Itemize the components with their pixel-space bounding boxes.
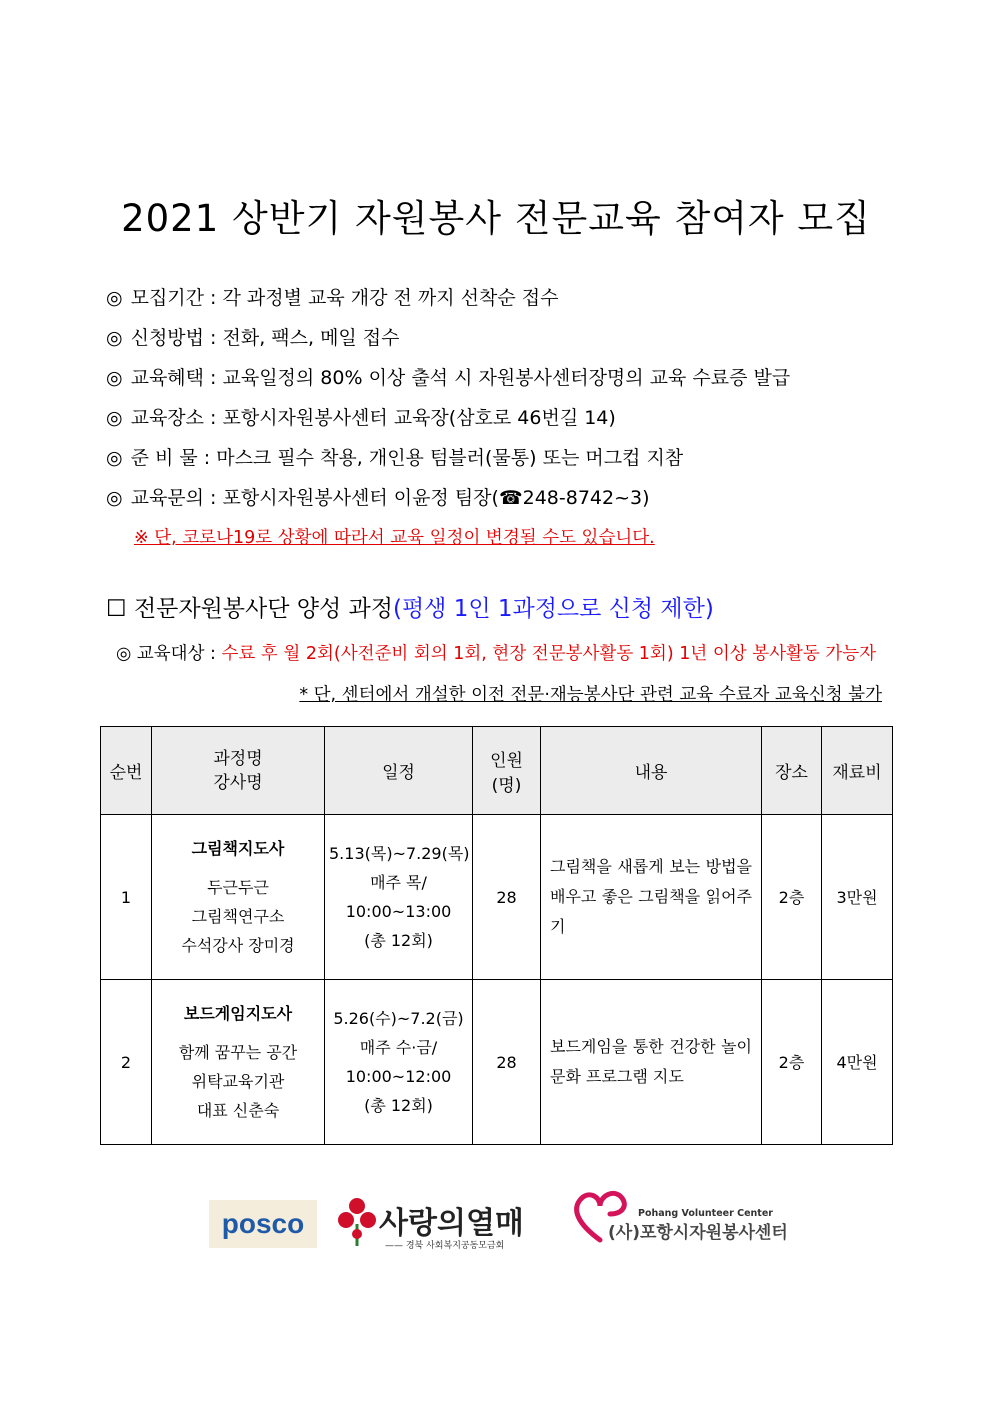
sponsor-logos xyxy=(0,1188,992,1258)
target-label: 교육대상 : xyxy=(136,644,216,664)
cell-course xyxy=(152,815,325,980)
info-line-contact xyxy=(106,483,650,510)
info-mark: ◎ xyxy=(106,487,123,509)
schedule-line: (총 12회) xyxy=(364,931,433,950)
info-mark: ◎ xyxy=(106,327,123,349)
info-mark: ◎ xyxy=(106,447,123,469)
cell-content: 그림책을 새롭게 보는 방법을 배우고 좋은 그림책을 읽어주기 xyxy=(541,815,762,980)
pvc-english-name: Pohang Volunteer Center xyxy=(638,1208,773,1219)
instructor-line: 수석강사 장미경 xyxy=(181,936,295,955)
instructor-line: 함께 꿈꾸는 공간 xyxy=(178,1043,298,1062)
love-fruit-logo xyxy=(337,1194,537,1254)
course-table xyxy=(100,726,893,1145)
cell-course xyxy=(152,980,325,1145)
cell-no: 1 xyxy=(101,815,152,980)
info-mark: ◎ xyxy=(106,367,123,389)
header-content: 내용 xyxy=(541,727,762,815)
table-header-row xyxy=(101,727,893,815)
cell-place: 2층 xyxy=(762,980,822,1145)
cell-content: 보드게임을 통한 건강한 놀이문화 프로그램 지도 xyxy=(541,980,762,1145)
red-berries-icon xyxy=(337,1194,377,1254)
target-text: 수료 후 월 2회(사전준비 회의 1회, 현장 전문봉사활동 1회) 1년 이상 봉사활동 가능자 xyxy=(221,644,877,664)
target-mark: ◎ xyxy=(116,644,132,664)
header-course: 과정명 강사명 xyxy=(152,727,325,815)
love-fruit-title: 사랑의열매 xyxy=(379,1206,524,1241)
info-line-benefit xyxy=(106,363,790,390)
info-text: 신청방법 : 전화, 팩스, 메일 접수 xyxy=(130,327,400,349)
schedule-line: (총 12회) xyxy=(364,1096,433,1115)
schedule-line: 매주 목/ xyxy=(370,873,427,892)
posco-wordmark: posco xyxy=(221,1208,305,1239)
header-fee: 재료비 xyxy=(822,727,893,815)
instructor-line: 그림책연구소 xyxy=(191,907,285,926)
schedule-line: 10:00~12:00 xyxy=(345,1067,452,1086)
cell-schedule xyxy=(325,815,473,980)
schedule-line: 10:00~13:00 xyxy=(345,902,452,921)
cell-fee: 4만원 xyxy=(822,980,893,1145)
schedule-line: 5.26(수)~7.2(금) xyxy=(333,1009,464,1028)
section-limit: (평생 1인 1과정으로 신청 제한) xyxy=(392,596,714,622)
info-mark: ◎ xyxy=(106,287,123,309)
section-heading xyxy=(106,590,714,623)
table-row xyxy=(101,980,893,1145)
love-fruit-subtitle: —— 경북 사회복지공동모금회 xyxy=(385,1241,505,1251)
cell-people: 28 xyxy=(473,980,541,1145)
covid-warning: ※ 단, 코로나19로 상황에 따라서 교육 일정이 변경될 수도 있습니다. xyxy=(134,528,655,548)
info-mark: ◎ xyxy=(106,407,123,429)
info-text: 준 비 물 : 마스크 필수 착용, 개인용 텀블러(물통) 또는 머그컵 지참 xyxy=(130,447,684,469)
checkbox-icon: ☐ xyxy=(106,596,127,622)
restriction-note: * 단, 센터에서 개설한 이전 전문·재능봉사단 관련 교육 수료자 교육신청 불가 xyxy=(299,685,882,705)
section-title: 전문자원봉사단 양성 과정 xyxy=(133,596,393,622)
course-name: 그림책지도사 xyxy=(191,839,285,858)
instructor-line: 위탁교육기관 xyxy=(191,1072,285,1091)
table-row xyxy=(101,815,893,980)
cell-schedule xyxy=(325,980,473,1145)
cell-fee: 3만원 xyxy=(822,815,893,980)
course-name: 보드게임지도사 xyxy=(183,1004,293,1023)
info-text: 교육문의 : 포항시자원봉사센터 이윤정 팀장(☎248-8742~3) xyxy=(130,487,650,509)
schedule-line: 5.13(목)~7.29(목) xyxy=(329,844,470,863)
info-text: 교육혜택 : 교육일정의 80% 이상 출석 시 자원봉사센터장명의 교육 수료증 발급 xyxy=(130,367,791,389)
header-people: 인원(명) xyxy=(473,727,541,815)
instructor-line: 대표 신춘숙 xyxy=(196,1101,280,1120)
education-target xyxy=(116,640,876,665)
info-line-location xyxy=(106,403,616,430)
cell-people: 28 xyxy=(473,815,541,980)
info-line-recruit-period xyxy=(106,283,558,310)
header-place: 장소 xyxy=(762,727,822,815)
header-schedule: 일정 xyxy=(325,727,473,815)
pvc-korean-name: (사)포항시자원봉사센터 xyxy=(608,1223,788,1243)
page-title: 2021 상반기 자원봉사 전문교육 참여자 모집 xyxy=(121,197,871,240)
instructor-line: 두근두근 xyxy=(207,878,269,897)
info-text: 교육장소 : 포항시자원봉사센터 교육장(삼호로 46번길 14) xyxy=(130,407,616,429)
info-text: 모집기간 : 각 과정별 교육 개강 전 까지 선착순 접수 xyxy=(130,287,559,309)
cell-no: 2 xyxy=(101,980,152,1145)
posco-logo xyxy=(209,1200,317,1248)
info-line-supplies xyxy=(106,443,683,470)
schedule-line: 매주 수·금/ xyxy=(359,1038,438,1057)
cell-place: 2층 xyxy=(762,815,822,980)
info-line-apply-method xyxy=(106,323,400,350)
pohang-volunteer-center-logo xyxy=(570,1188,788,1250)
header-no: 순번 xyxy=(101,727,152,815)
